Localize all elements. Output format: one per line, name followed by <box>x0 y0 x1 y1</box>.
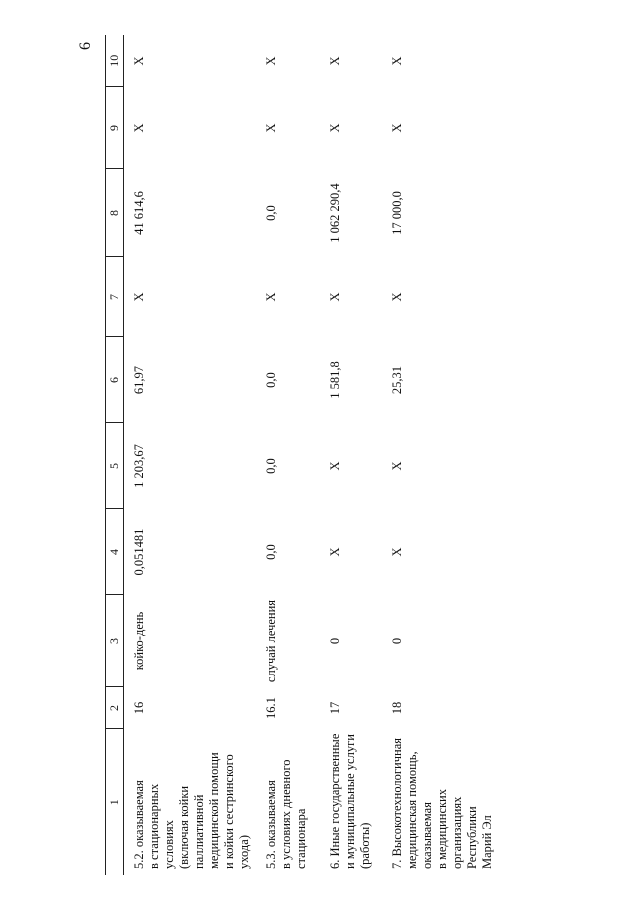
row-col9: Х <box>132 123 146 133</box>
col-header-8: 8 <box>106 169 124 257</box>
row-col5: Х <box>328 461 342 471</box>
row-name: 5.2. оказываемая в стационарных условиях (включая койки паллиативной медицинской помощи и койки сестринского ухода) <box>132 752 251 869</box>
row-col10: Х <box>132 56 146 66</box>
row-col4: Х <box>390 547 404 557</box>
page-number: 6 <box>77 42 94 50</box>
data-table <box>105 35 534 875</box>
table-row <box>256 35 320 875</box>
row-unit: койко-день <box>132 611 146 671</box>
table-row <box>320 35 382 875</box>
row-col6: 25,31 <box>390 365 404 395</box>
row-col10: Х <box>328 56 342 66</box>
row-name: 6. Иные государственные и муниципальные услуги (работы) <box>328 733 372 869</box>
row-code: 17 <box>328 701 342 715</box>
row-unit: 0 <box>328 637 342 645</box>
col-header-9: 9 <box>106 87 124 169</box>
row-name: 5.3. оказываемая в условиях дневного стационара <box>264 759 308 869</box>
row-col7: Х <box>132 292 146 302</box>
row-col4: Х <box>328 547 342 557</box>
row-col10: Х <box>264 56 278 66</box>
row-col10: Х <box>390 56 404 66</box>
row-col9: Х <box>390 123 404 133</box>
row-col7: Х <box>328 292 342 302</box>
col-header-4: 4 <box>106 509 124 595</box>
header-row <box>106 35 124 875</box>
row-col4: 0,0 <box>264 544 278 560</box>
row-col6: 1 581,8 <box>328 361 342 399</box>
row-code: 18 <box>390 701 404 715</box>
col-header-10: 10 <box>106 35 124 87</box>
row-unit: случай лечения <box>264 599 278 683</box>
row-col9: Х <box>264 123 278 133</box>
row-col7: Х <box>390 292 404 302</box>
row-col6: 61,97 <box>132 365 146 395</box>
row-code: 16 <box>132 701 146 715</box>
row-col8: 1 062 290,4 <box>328 183 342 243</box>
col-header-7: 7 <box>106 257 124 337</box>
row-col9: Х <box>328 123 342 133</box>
row-col5: 1 203,67 <box>132 444 146 488</box>
row-col5: 0,0 <box>264 458 278 474</box>
row-col8: 17 000,0 <box>390 191 404 235</box>
col-header-3: 3 <box>106 595 124 687</box>
row-code: 16.1 <box>264 697 278 719</box>
col-header-5: 5 <box>106 423 124 509</box>
col-header-2: 2 <box>106 687 124 729</box>
table-row <box>124 35 257 875</box>
col-header-1: 1 <box>106 729 124 875</box>
row-col5: Х <box>390 461 404 471</box>
row-col7: Х <box>264 292 278 302</box>
row-col8: 0,0 <box>264 205 278 221</box>
row-col8: 41 614,6 <box>132 191 146 235</box>
data-table-rotated <box>105 55 565 875</box>
row-col4: 0,051481 <box>132 528 146 576</box>
row-name: 7. Высокотехнологичная медицинская помощь, оказываемая в медицинских организациях Республики Марий Эл <box>390 737 494 869</box>
table-row <box>382 35 534 875</box>
row-col6: 0,0 <box>264 372 278 388</box>
col-header-6: 6 <box>106 337 124 423</box>
row-unit: 0 <box>390 637 404 645</box>
